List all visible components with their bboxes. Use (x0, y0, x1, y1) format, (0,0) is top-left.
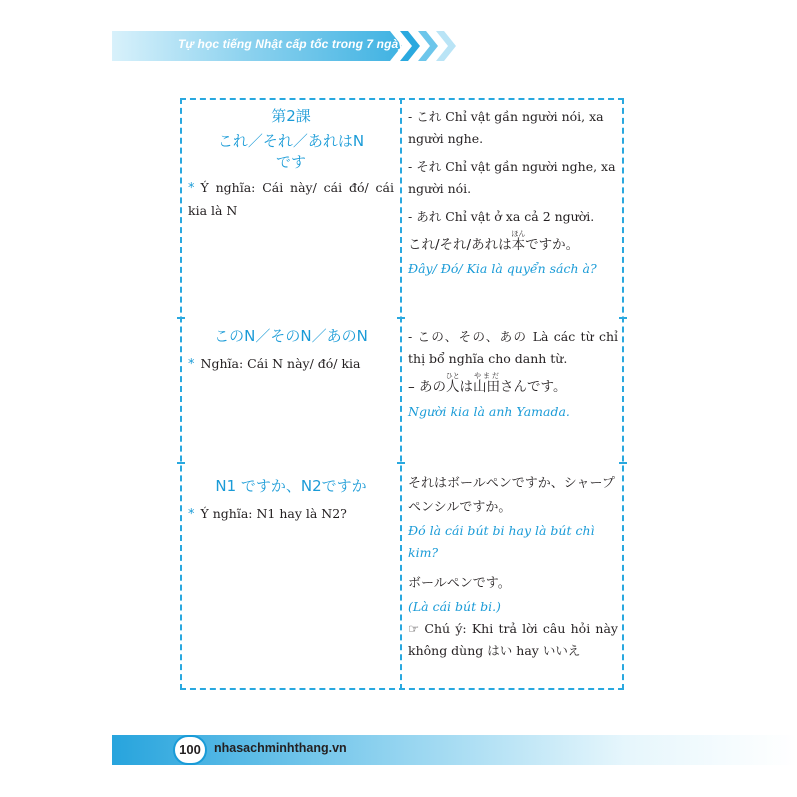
chevron-right-icon (418, 31, 438, 61)
example-translation: Người kia là anh Yamada. (408, 404, 570, 419)
row-marker (397, 462, 405, 464)
table-border-bottom (180, 688, 624, 690)
example-translation: Đây/ Đó/ Kia là quyển sách à? (408, 261, 597, 276)
example-sentence: – あの人ひとは山田やまださんです。 (408, 372, 567, 395)
grammar-title: このN／そのN／あのN (214, 327, 368, 345)
table-border-top (180, 98, 624, 100)
grammar-meaning: * Ý nghĩa: Cái này/ cái đó/ cái kia là N (188, 180, 394, 218)
note-kore: - これ Chỉ vật gần người nói, xa người nghe. (408, 109, 604, 146)
grammar-title: N1 ですか、N2ですか (215, 477, 367, 495)
grammar-meaning: * Ý nghĩa: N1 hay là N2? (188, 506, 347, 522)
example-answer: ボールペンです。 (408, 576, 511, 591)
row1-right (408, 106, 618, 280)
row-marker (397, 317, 405, 319)
page-number: 100 (173, 735, 207, 765)
publisher-site: nhasachminhthang.vn (214, 741, 347, 755)
row2-right (408, 326, 618, 423)
table-border-left (180, 98, 182, 690)
asterisk-icon: * (188, 357, 195, 372)
note-are: - あれ Chỉ vật ở xa cả 2 người. (408, 209, 595, 224)
asterisk-icon: * (188, 181, 195, 196)
lesson-number: 第2課 (271, 107, 311, 125)
example-question-translation: Đó là cái bút bi hay là bút chì kim? (408, 523, 595, 560)
grammar-meaning: * Nghĩa: Cái N này/ đó/ kia (188, 356, 361, 372)
note-sore: - それ Chỉ vật gần người nghe, xa người nói. (408, 159, 616, 196)
grammar-title: これ／それ／あれはN (217, 132, 365, 150)
pointing-hand-icon: ☞ Chú ý: Khi trả lời câu hỏi này không dùng (408, 621, 618, 658)
example-question: それはボールペンですか、シャープペンシルですか。 (408, 476, 615, 515)
row3-right (408, 472, 618, 662)
row2-left (188, 326, 394, 376)
asterisk-icon: * (188, 507, 195, 522)
grammar-title-cont: です (275, 153, 306, 171)
example-sentence: これ/それ/あれは本ほんですか。 (408, 230, 580, 253)
row-marker (177, 317, 185, 319)
row-marker (619, 317, 627, 319)
table-divider (400, 98, 402, 690)
row-marker (177, 462, 185, 464)
chapter-header (112, 31, 457, 61)
chevron-right-icon (436, 31, 456, 61)
table-border-right (622, 98, 624, 690)
grammar-table (180, 98, 624, 690)
header-title: Tự học tiếng Nhật cấp tốc trong 7 ngày (178, 37, 406, 51)
example-answer-translation: (Là cái bút bi.) (408, 599, 501, 614)
note-kono: - この、その、あの Là các từ chỉ thị bổ nghĩa cho danh từ. (408, 329, 618, 366)
usage-note: ☞ Chú ý: Khi trả lời câu hỏi này không dùng はい hay いいえ (408, 621, 618, 658)
row3-left (188, 476, 394, 526)
row1-left (188, 106, 394, 222)
row-marker (619, 462, 627, 464)
